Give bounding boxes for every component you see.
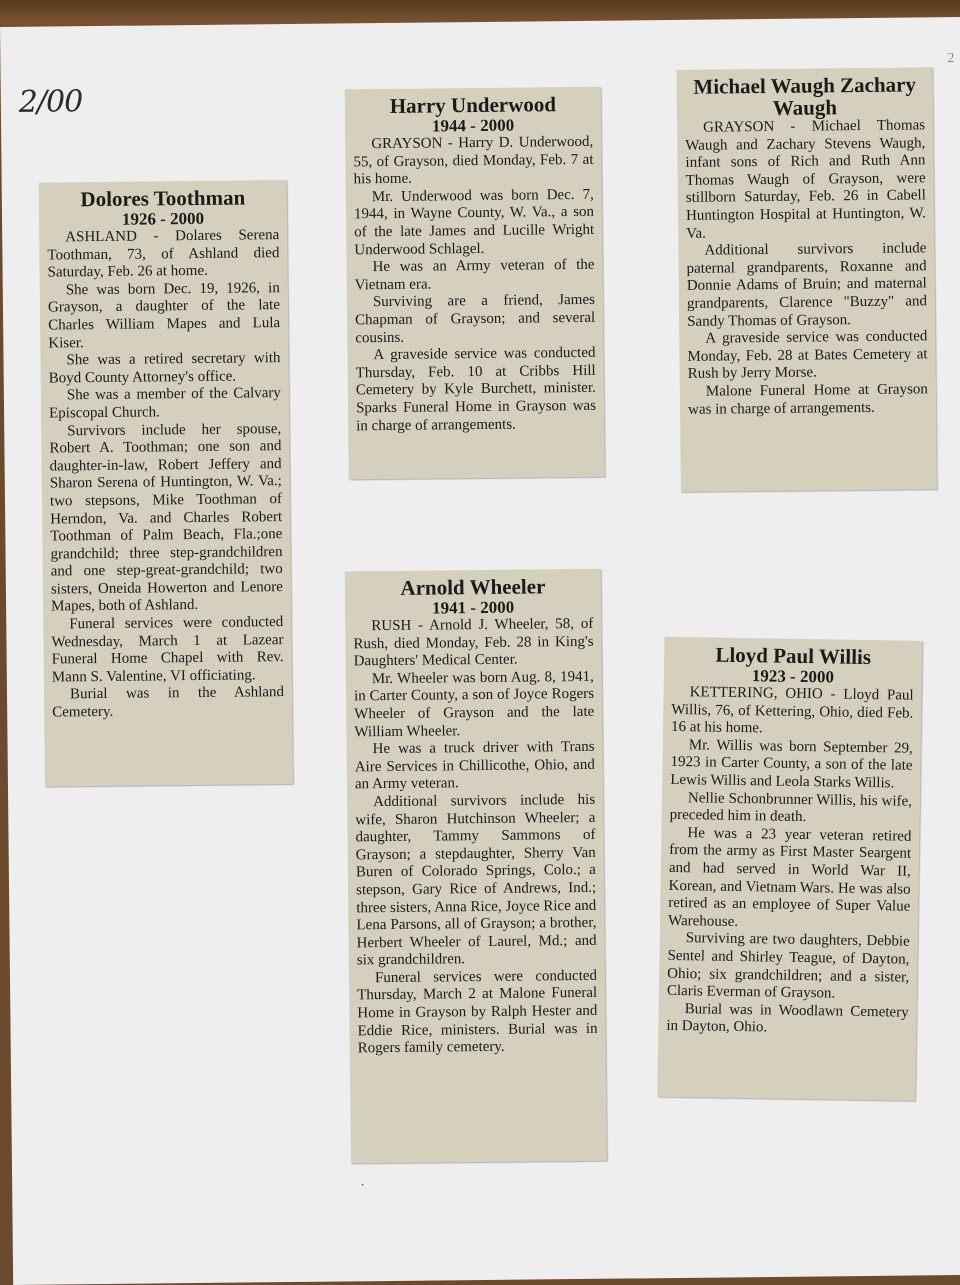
obituary-paragraph: Surviving are two daughters, Debbie Sentel and Shirley Teague, of Dayton, Ohio; six grandchildren; and a sister, Claris Everman of Grayson. — [666, 930, 910, 1002]
corner-mark: 2 — [947, 51, 955, 67]
obituary-clipping-waugh-infants — [677, 67, 937, 492]
obituary-paragraph: Funeral services were conducted Wednesday, March 1 at Lazear Funeral Home Chapel with Rev. Mann S. Valentine, VI officiating. — [51, 614, 284, 686]
obituary-name: Lloyd Paul Willis — [715, 642, 872, 670]
obituary-paragraph: A graveside service was conducted Monday, Feb. 28 at Bates Cemetery at Rush by Jerry Morse. — [687, 328, 928, 383]
obituary-paragraph: ASHLAND - Dolares Serena Toothman, 73, of Ashland died Saturday, Feb. 26 at home. — [47, 227, 280, 281]
obituary-paragraph: KETTERING, OHIO - Lloyd Paul Willis, 76, of Kettering, Ohio, died Feb. 16 at his home. — [670, 684, 914, 737]
page-dot-mark: · — [360, 1178, 365, 1194]
obituary-paragraph: A graveside service was conducted Thursday, Feb. 10 at Cribbs Hill Cemetery by Kyle Burchett, minister. Sparks Funeral Home in Grayson was in charge of arrangements. — [355, 344, 597, 434]
obituary-name: Dolores Toothman — [80, 185, 246, 212]
handwritten-date-note: 2/00 — [18, 84, 83, 120]
obituary-clipping-dolores-toothman — [39, 180, 293, 787]
obituary-paragraph: GRAYSON - Harry D. Underwood, 55, of Grayson, died Monday, Feb. 7 at his home. — [353, 133, 594, 188]
scrapbook-page — [0, 17, 960, 1285]
obituary-paragraph: Mr. Wheeler was born Aug. 8, 1941, in Carter County, a son of Joyce Rogers Wheeler of Grayson and the late William Wheeler. — [353, 668, 595, 740]
obituary-clipping-lloyd-paul-willis — [657, 637, 922, 1101]
obituary-clipping-harry-underwood — [345, 87, 605, 480]
obituary-years: 1926 - 2000 — [121, 208, 205, 229]
obituary-paragraph: Mr. Underwood was born Dec. 7, 1944, in Wayne County, W. Va., a son of the late James and Lucille Wright Underwood Schlagel. — [353, 186, 595, 258]
obituary-paragraph: Additional survivors include paternal grandparents, Roxanne and Donnie Adams of Bruin; and maternal grandparents, Clarence "Buzzy" and Sandy Thomas of Grayson. — [686, 240, 928, 330]
obituary-years: 1941 - 2000 — [431, 597, 515, 618]
obituary-years: 1923 - 2000 — [751, 666, 835, 687]
obituary-paragraph: Survivors include her spouse, Robert A. Toothman; one son and daughter-in-law, Robert Jeffery and Sharon Serena of Huntington, W. Va.; two stepsons, Mike Toothman of Herndon, Va. and Charles Robert Toothman of Palm Beach, Fla.;one grandchild; three step-grandchildren and one step-great-grandchild; two sisters, Oneida Howerton and Lenore Mapes, both of Ashland. — [49, 420, 283, 615]
obituary-paragraph: She was a retired secretary with Boyd County Attorney's office. — [48, 350, 281, 387]
obituary-paragraph: Funeral services were conducted Thursday, March 2 at Malone Funeral Home in Grayson by Ralph Hester and Eddie Rice, ministers. Burial was in Rogers family cemetery. — [357, 967, 598, 1057]
obituary-paragraph: Nellie Schonbrunner Willis, his wife, preceded him in death. — [669, 789, 913, 826]
obituary-paragraph: Surviving are a friend, James Chapman of Grayson; and several cousins. — [355, 292, 596, 346]
obituary-paragraph: Burial was in the Ashland Cemetery. — [52, 684, 285, 721]
obituary-paragraph: Malone Funeral Home at Grayson was in charge of arrangements. — [687, 381, 928, 418]
obituary-years: 1944 - 2000 — [431, 115, 515, 136]
obituary-paragraph: Mr. Willis was born September 29, 1923 in Carter County, a son of the late Lewis Willis and Leola Starks Willis. — [670, 736, 913, 792]
obituary-paragraph: Additional survivors include his wife, Sharon Hutchinson Wheeler; a daughter, Tammy Sammons of Grayson; a stepdaughter, Sherry Van Buren of Colorado Springs, Colo.; a stepson, Gary Rice of Andrews, Ind.; three sisters, Anna Rice, Joyce Rice and Lena Parsons, all of Grayson; a brother, Herbert Wheeler of Laurel, Md.; and six grandchildren. — [355, 791, 597, 969]
obituary-paragraph: GRAYSON - Michael Thomas Waugh and Zachary Stevens Waugh, infant sons of Rich and Ruth Ann Thomas Waugh of Grayson, were stillborn Saturday, Feb. 26 in Cabell Huntington Hospital at Huntington, W. Va. — [685, 117, 927, 242]
obituary-paragraph: He was a 23 year veteran retired from the army as First Master Seargent and had served in World War II, Korean, and Vietnam Wars. He was also retired as an employee of Super Value Warehouse. — [667, 824, 912, 930]
obituary-paragraph: He was an Army veteran of the Vietnam era. — [354, 256, 595, 294]
obituary-paragraph: She was born Dec. 19, 1926, in Grayson, a daughter of the late Charles William Mapes and Lula Kiser. — [47, 279, 281, 352]
obituary-paragraph: RUSH - Arnold J. Wheeler, 58, of Rush, died Monday, Feb. 28 in King's Daughters' Medical Center. — [353, 615, 594, 670]
obituary-paragraph: Burial was in Woodlawn Cemetery in Dayton, Ohio. — [666, 1000, 909, 1036]
obituary-paragraph: He was a truck driver with Trans Aire Services in Chillicothe, Ohio, and an Army veteran. — [354, 738, 595, 793]
obituary-name: Arnold Wheeler — [400, 574, 546, 600]
obituary-name: Michael Waugh Zachary Waugh — [693, 72, 917, 120]
obituary-name: Harry Underwood — [389, 92, 557, 118]
obituary-clipping-arnold-wheeler — [345, 569, 607, 1164]
obituary-paragraph: She was a member of the Calvary Episcopal Church. — [48, 385, 281, 422]
